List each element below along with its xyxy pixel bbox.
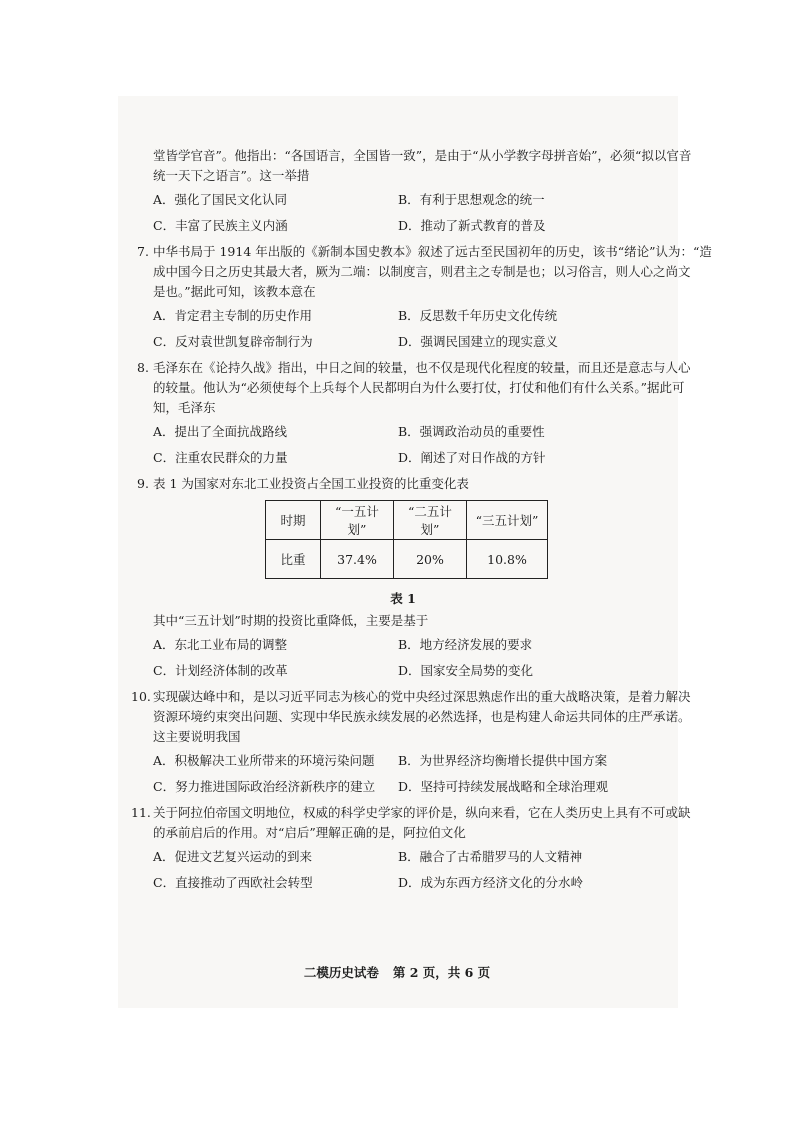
- question-8: [137, 358, 691, 468]
- table-row: [266, 540, 548, 579]
- question-6-continuation: [153, 146, 692, 236]
- question-9: [137, 474, 653, 681]
- options: [153, 306, 653, 352]
- page-footer: [0, 963, 794, 981]
- table-cell: 时期: [266, 501, 321, 540]
- options: [153, 751, 653, 797]
- stem-line: 关于阿拉伯帝国文明地位，权威的科学史学家的评价是，纵向来看，它在人类历史上具有不可或缺: [153, 805, 691, 820]
- option-a: A．积极解决工业所带来的环境污染问题: [153, 753, 375, 768]
- stem-line: 这主要说明我国: [153, 729, 241, 744]
- stem-line: 表 1 为国家对东北工业投资占全国工业投资的比重变化表: [153, 476, 469, 491]
- question-number: 9.: [137, 476, 149, 491]
- stem-line: 中华书局于 1914 年出版的《新制本国史教本》叙述了远古至民国初年的历史，该书“绪论”认为：“造: [153, 244, 712, 259]
- table-cell: “一五计划”: [321, 501, 394, 540]
- table-cell: 37.4%: [321, 540, 394, 579]
- stem-line: 毛泽东在《论持久战》指出，中日之间的较量，也不仅是现代化程度的较量，而且还是意志与人心: [153, 360, 691, 375]
- option-a: A．促进文艺复兴运动的到来: [153, 849, 313, 864]
- option-d: D．国家安全局势的变化: [398, 663, 534, 678]
- investment-table: [265, 500, 548, 579]
- question-number: 10.: [131, 689, 151, 704]
- options: [153, 847, 653, 893]
- option-d: D．推动了新式教育的普及: [398, 218, 546, 233]
- question-10: [131, 687, 691, 797]
- option-c: C．丰富了民族主义内涵: [153, 218, 288, 233]
- exam-title: 二模历史试卷: [303, 965, 379, 980]
- option-b: B．反思数千年历史文化传统: [398, 308, 558, 323]
- question-number: 7.: [137, 244, 149, 259]
- table-cell: 10.8%: [467, 540, 548, 579]
- stem-line: 的承前启后的作用。对“启后”理解正确的是，阿拉伯文化: [153, 825, 466, 840]
- option-c: C．计划经济体制的改革: [153, 663, 288, 678]
- options: [153, 190, 653, 236]
- stem-line: 是也。”据此可知，该教本意在: [153, 284, 316, 299]
- question-number: 11.: [131, 805, 151, 820]
- question-11: [131, 803, 691, 893]
- stem-line: 统一天下之语言”。这一举措: [153, 168, 310, 183]
- option-a: A．提出了全面抗战路线: [153, 424, 288, 439]
- stem-line: 成中国今日之历史其最大者，厥为二端：以制度言，则君主之专制是也；以习俗言，则人心之尚文: [153, 264, 691, 279]
- table-cell: “二五计划”: [394, 501, 467, 540]
- question-number: 8.: [137, 360, 149, 375]
- option-d: D．成为东西方经济文化的分水岭: [398, 875, 584, 890]
- stem-line: 实现碳达峰中和，是以习近平同志为核心的党中央经过深思熟虑作出的重大战略决策，是着力解决: [153, 689, 691, 704]
- stem-line: 知，毛泽东: [153, 400, 216, 415]
- page-number: 第 2 页，共 6 页: [392, 965, 491, 980]
- option-b: B．融合了古希腊罗马的人文精神: [398, 849, 583, 864]
- table-header-row: [266, 501, 548, 540]
- option-b: B．有利于思想观念的统一: [398, 192, 545, 207]
- stem-line: 其中“三五计划”时期的投资比重降低，主要是基于: [153, 613, 429, 628]
- option-c: C．注重农民群众的力量: [153, 450, 288, 465]
- stem-line: 资源环境约束突出问题、实现中华民族永续发展的必然选择，也是构建人命运共同体的庄严承诺。: [153, 709, 691, 724]
- option-c: C．直接推动了西欧社会转型: [153, 875, 313, 890]
- option-d: D．阐述了对日作战的方针: [398, 450, 546, 465]
- option-b: B．为世界经济均衡增长提供中国方案: [398, 753, 608, 768]
- option-a: A．强化了国民文化认同: [153, 192, 288, 207]
- option-a: A．东北工业布局的调整: [153, 637, 288, 652]
- option-c: C．反对袁世凯复辟帝制行为: [153, 334, 313, 349]
- question-7: [137, 242, 712, 352]
- option-d: D．强调民国建立的现实意义: [398, 334, 559, 349]
- options: [153, 422, 653, 468]
- exam-content: [131, 146, 712, 893]
- option-b: B．强调政治动员的重要性: [398, 424, 545, 439]
- table-cell: “三五计划”: [467, 501, 548, 540]
- option-a: A．肯定君主专制的历史作用: [153, 308, 313, 323]
- option-b: B．地方经济发展的要求: [398, 637, 533, 652]
- option-c: C．努力推进国际政治经济新秩序的建立: [153, 779, 376, 794]
- options: [153, 635, 653, 681]
- table-cell: 比重: [266, 540, 321, 579]
- table-caption: 表 1: [390, 591, 416, 606]
- table-cell: 20%: [394, 540, 467, 579]
- stem-line: 的较量。他认为“必须使每个上兵每个人民都明白为什么要打仗，打仗和他们有什么关系。”据此可: [153, 380, 685, 395]
- option-d: D．坚持可持续发展战略和全球治理观: [398, 779, 609, 794]
- stem-line: 堂皆学官音”。他指出：“各国语言，全国皆一致”，是由于“从小学教字母拼音始”，必须“拟以官音: [153, 148, 692, 163]
